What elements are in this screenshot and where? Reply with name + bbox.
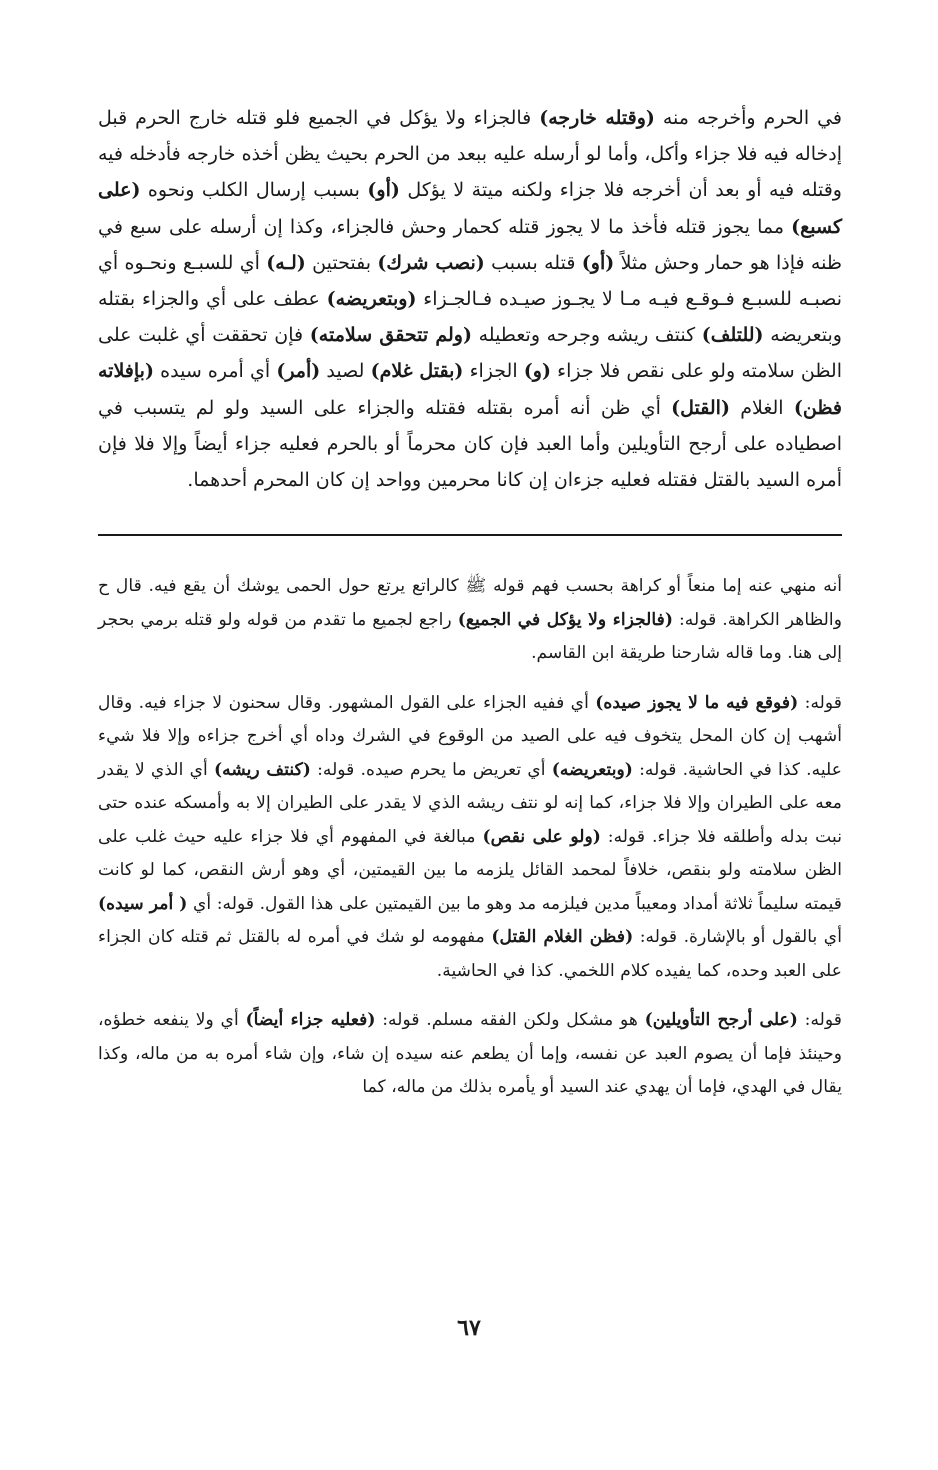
bold-quoted-term: (بإفلاته فظن)	[98, 360, 842, 419]
text-run: مما يجوز قتله فأخذ ما لا يجوز قتله كحمار وحش فالجزاء، وكذا إن أرسله على سبع في ظنه فإذا هو حمار وحش مثلاً	[98, 215, 842, 274]
footnotes-section	[98, 570, 842, 1105]
bold-quoted-term: (وقتله خارجه)	[539, 107, 655, 129]
text-run: أي تعريض ما يحرم صيده. قوله:	[310, 759, 552, 780]
bold-quoted-term: (بقتل غلام)	[370, 360, 464, 383]
text-run: لصيد	[320, 360, 371, 383]
text-run: فإن تحققت أي غلبت على الظن سلامته ولو على نقص فلا جزاء	[98, 324, 842, 383]
text-run: هو مشكل ولكن الفقه مسلم. قوله:	[375, 1010, 645, 1031]
text-run: قتله بسبب	[484, 251, 582, 274]
bold-quoted-term: (و)	[523, 360, 551, 383]
bold-quoted-term: (أمر)	[276, 360, 321, 383]
footnote-separator-rule	[98, 534, 842, 536]
text-run: قوله:	[798, 692, 842, 713]
text-run: راجع لجميع ما تقدم من قوله ولو قتله برمي بحجر إلى هنا. وما قاله شارحنا طريقة ابن القاسم.	[98, 609, 842, 664]
bold-quoted-term: (ولو على نقص)	[482, 826, 601, 847]
text-run: مفهومه لو شك في أمره له بالقتل ثم قتله كان الجزاء على العبد وحده، كما يفيده كلام اللخمي. كذا في الحاشية.	[98, 927, 842, 981]
text-run: أنه منهي عنه إما منعاً أو كراهة بحسب فهم قوله ﷺ كالراتع يرتع حول الحمى يوشك أن يقع فيه. قال ح والظاهر الكراهة. قوله:	[98, 576, 842, 630]
text-run: أي ففيه الجزاء على القول المشهور. وقال سحنون لا جزاء فيه. وقال أشهب إن كان المحل يتخوف فيه على الصيد من الوقوع في الشرك وداه أي أخرج جزاءه وإلا فلا شيء عليه. كذا في الحاشية. قوله:	[98, 692, 842, 780]
bold-quoted-term: (فعليه جزاء أيضاً)	[245, 1010, 376, 1031]
book-page	[98, 100, 842, 1121]
bold-quoted-term: (كنتف ريشه)	[213, 759, 311, 780]
text-run: بسبب إرسال الكلب ونحوه	[140, 179, 368, 202]
footnote-paragraph	[98, 1004, 842, 1105]
bold-quoted-term: (لـه)	[266, 251, 306, 274]
text-run: في الحرم وأخرجه منه	[654, 107, 843, 129]
text-run: فالجزاء ولا يؤكل في الجميع فلو قتله خارج الحرم قبل إدخاله فيه فلا جزاء وأكل، وأما لو أرسله عليه ببعد من الحرم بحيث يظن أخذه خارجه فأدخله فيه وقتله فيه أو بعد أن أخرجه فلا جزاء ولكنه ميتة لا يؤكل	[98, 107, 842, 202]
text-run: كنتف ريشه وجرحه وتعطيله	[471, 324, 702, 347]
bold-quoted-term: (أو)	[581, 251, 615, 274]
text-run: قوله:	[797, 1010, 843, 1031]
text-run: مبالغة في المفهوم أي فلا جزاء عليه حيث غلب على الظن سلامته ولو بنقص، خلافاً لمحمد القائل يلزمه ما بين القيمتين، أي وهو أرش النقص، كما لو كانت قيمته سليماً ثلاثة أمداد ومعيباً مدين فيلزمه مد وهو ما بين القيمتين على هذا القول. قوله: أي	[98, 826, 842, 914]
bold-quoted-term: (ولم تتحقق سلامته)	[309, 324, 472, 347]
bold-quoted-term: ( أمر سيده)	[98, 893, 188, 914]
bold-quoted-term: (وبتعريضه)	[551, 759, 633, 780]
footnote-paragraph	[98, 570, 842, 671]
bold-quoted-term: (للتلف)	[701, 324, 764, 347]
bold-quoted-term: (فالجزاء ولا يؤكل في الجميع)	[457, 609, 673, 630]
bold-quoted-term: (القتل)	[671, 396, 730, 419]
bold-quoted-term: (على كسبع)	[98, 179, 842, 238]
text-run: بفتحتين	[305, 251, 378, 274]
bold-quoted-term: (نصب شرك)	[377, 251, 485, 274]
text-run: أي الذي لا يقدر معه على الطيران وإلا فلا جزاء، كما إنه لو نتف ريشه الذي لا يقدر على الطيران إلا به وأمسكه عنده حتى نبت بدله وأطلقه فلا جزاء. قوله:	[98, 759, 842, 847]
text-run: أي ظن أنه أمره بقتله فقتله والجزاء على السيد ولو لم يتسبب في اصطياده على أرجح التأويلين وأما العبد فإن كان محرماً أو بالحرم فعليه جزاء أيضاً وإلا فلا فإن أمره السيد بالقتل فقتله فعليه جزءان إن كانا محرمين وواحد إن كان المحرم أحدهما.	[98, 396, 842, 492]
text-run: الجزاء	[463, 360, 524, 383]
bold-quoted-term: (على أرجح التأويلين)	[644, 1010, 798, 1031]
text-run: أي للسبـع ونحـوه أي نصبـه للسبـع فـوقـع فيـه مـا لا يجـوز صيـده فـالجـزاء	[98, 251, 843, 311]
text-run: عطف على أي والجزاء بقتله وبتعريضه	[98, 288, 842, 347]
bold-quoted-term: (أو)	[367, 179, 400, 202]
bold-quoted-term: (فظن الغلام القتل)	[491, 927, 634, 948]
page-number: ٦٧	[457, 1315, 481, 1341]
text-run: أي أمره سيده	[153, 360, 277, 383]
text-run: أي بالقول أو بالإشارة. قوله:	[633, 927, 842, 948]
text-run: أي ولا ينفعه خطؤه، وحينئذ فإما أن يصوم العبد عن نفسه، وإما أن يطعم عنه سيده إن شاء، وإن شاء أمره به من ماله، وكذا يقال في الهدي، فإما أن يهدي عند السيد أو يأمره بذلك من ماله، كما	[98, 1010, 842, 1098]
bold-quoted-term: (فوقع فيه ما لا يجوز صيده)	[595, 692, 799, 713]
footnote-paragraph	[98, 687, 842, 989]
text-run: الغلام	[729, 396, 794, 419]
bold-quoted-term: (وبتعريضه)	[326, 288, 417, 311]
main-body-text	[98, 100, 842, 498]
